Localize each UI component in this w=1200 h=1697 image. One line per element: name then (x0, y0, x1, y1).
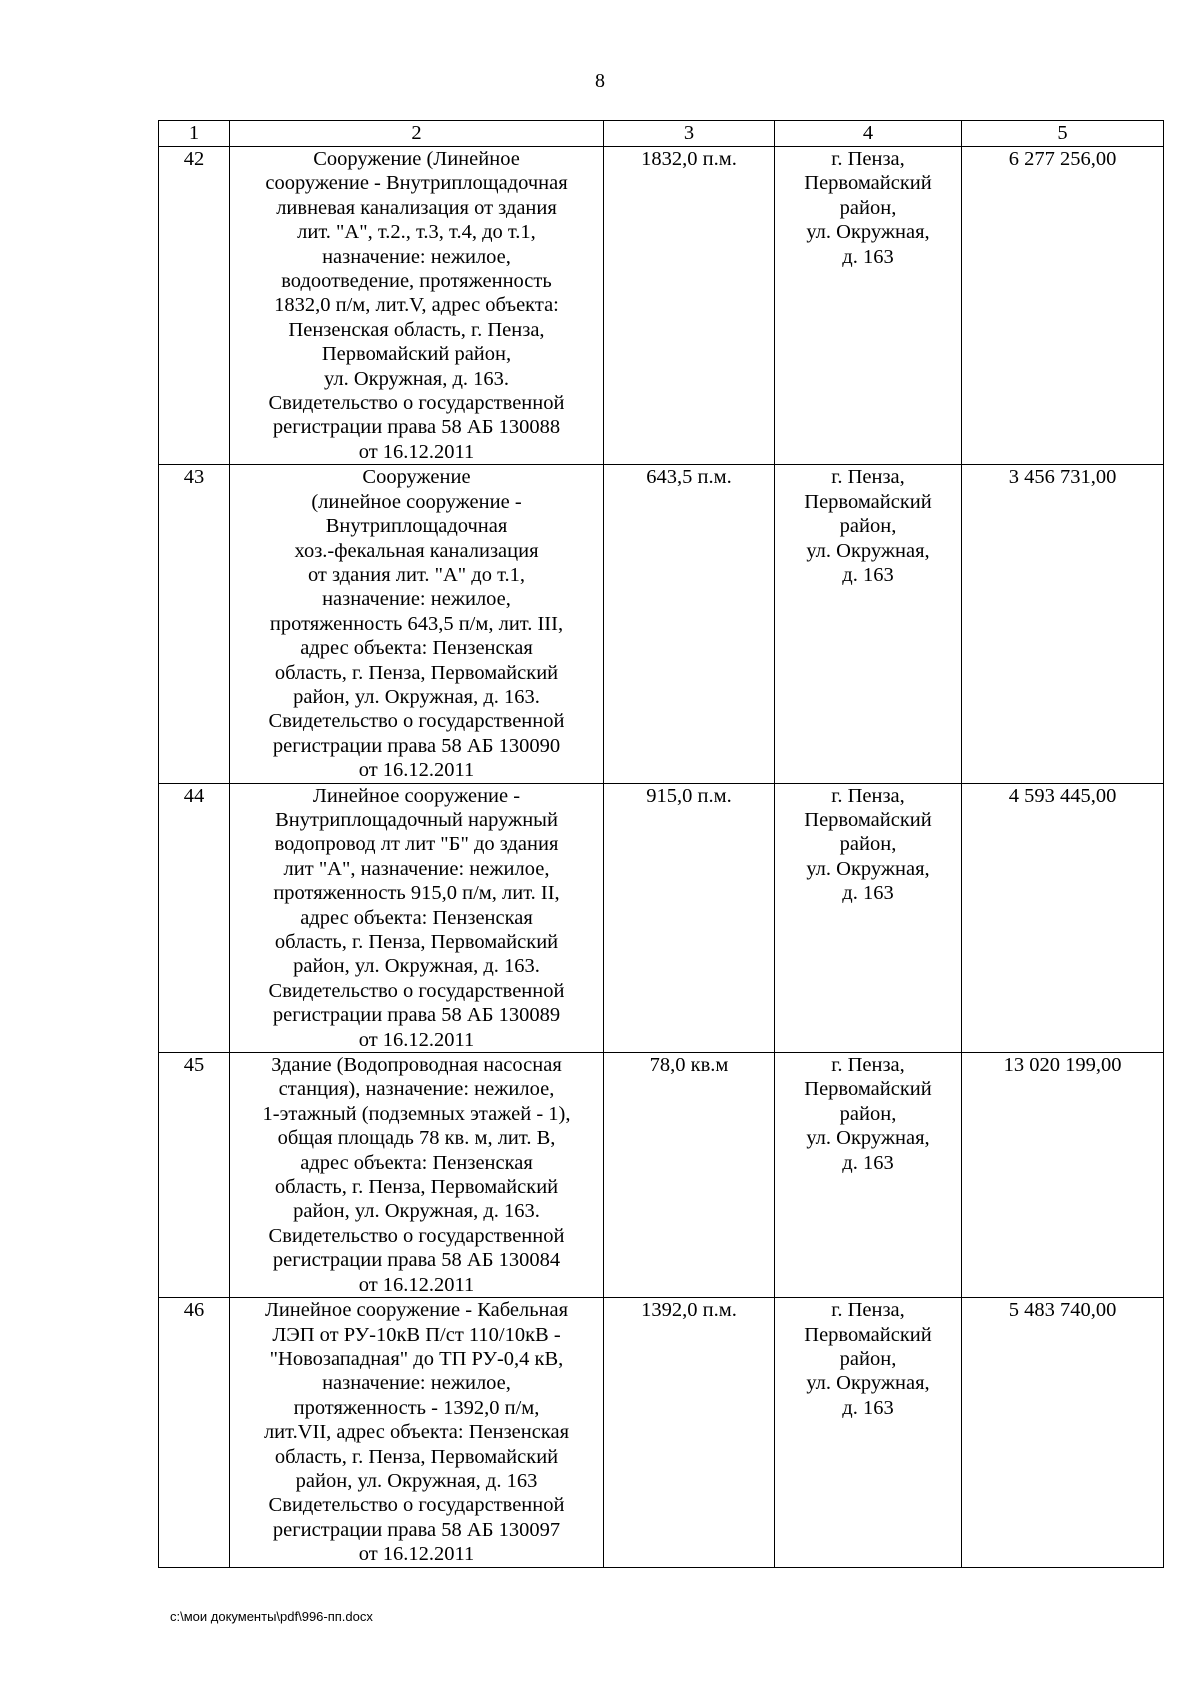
row-number: 45 (159, 1053, 230, 1298)
description-line: от здания лит. "А" до т.1, (307, 563, 526, 586)
description-line: от 16.12.2011 (358, 759, 475, 782)
description-line: лит.VII, адрес объекта: Пензенская (263, 1421, 570, 1444)
description-line: область, г. Пенза, Первомайский (274, 1445, 559, 1468)
header-col-5: 5 (962, 121, 1164, 147)
object-address (775, 465, 962, 783)
page-number: 8 (595, 70, 605, 92)
description-line: Свидетельство о государственной (268, 1494, 565, 1517)
description-line: лит "А", назначение: нежилое, (283, 857, 550, 880)
address-line: Первомайский (804, 1078, 932, 1101)
description-line: область, г. Пенза, Первомайский (274, 1176, 559, 1199)
table-row (159, 465, 1164, 783)
description-line: сооружение - Внутриплощадочная (265, 172, 568, 195)
description-line: ул. Окружная, д. 163. (323, 367, 510, 390)
address-line: д. 163 (842, 245, 894, 268)
description-line: от 16.12.2011 (358, 1028, 475, 1051)
row-number: 46 (159, 1298, 230, 1567)
table-row (159, 1298, 1164, 1567)
description-line: район, ул. Окружная, д. 163 (295, 1469, 538, 1492)
description-line: хоз.-фекальная канализация (294, 539, 539, 562)
description-line: регистрации права 58 АБ 130088 (272, 416, 561, 439)
description-line: Пензенская область, г. Пенза, (288, 318, 545, 341)
description-line: водопровод лт лит "Б" до здания (274, 833, 559, 856)
description-line: протяженность 915,0 п/м, лит. II, (273, 882, 560, 905)
description-line: протяженность 643,5 п/м, лит. III, (269, 612, 564, 635)
object-value: 3 456 731,00 (962, 465, 1164, 783)
object-size: 1832,0 п.м. (604, 147, 775, 465)
description-line: область, г. Пенза, Первомайский (274, 661, 559, 684)
description-line: Свидетельство о государственной (268, 1224, 565, 1247)
description-line: регистрации права 58 АБ 130084 (272, 1249, 561, 1272)
object-value: 4 593 445,00 (962, 783, 1164, 1052)
address-line: район, (839, 515, 897, 538)
object-description (230, 783, 604, 1052)
object-address (775, 1053, 962, 1298)
description-line: адрес объекта: Пензенская (300, 906, 533, 929)
header-col-3: 3 (604, 121, 775, 147)
description-line: водоотведение, протяженность (281, 270, 552, 293)
table-body (159, 147, 1164, 1568)
description-line: Свидетельство о государственной (268, 392, 565, 415)
description-line: Сооружение (362, 466, 471, 489)
description-line: Внутриплощадочная (325, 515, 508, 538)
object-size: 643,5 п.м. (604, 465, 775, 783)
object-address (775, 783, 962, 1052)
description-line: район, ул. Окружная, д. 163. (293, 955, 540, 978)
property-table (158, 120, 1164, 1568)
description-line: 1-этажный (подземных этажей - 1), (262, 1102, 571, 1125)
address-line: Первомайский (804, 808, 932, 831)
table-row (159, 1053, 1164, 1298)
description-line: Сооружение (Линейное (313, 148, 520, 170)
description-line: Свидетельство о государственной (268, 979, 565, 1002)
description-line: протяженность - 1392,0 п/м, (293, 1396, 540, 1419)
description-line: ЛЭП от РУ-10кВ П/ст 110/10кВ - (272, 1323, 561, 1346)
table-row (159, 147, 1164, 465)
description-line: от 16.12.2011 (358, 1273, 475, 1296)
address-line: Первомайский (804, 172, 932, 195)
description-line: регистрации права 58 АБ 130097 (272, 1518, 561, 1541)
object-size: 1392,0 п.м. (604, 1298, 775, 1567)
description-line: область, г. Пенза, Первомайский (274, 931, 559, 953)
object-description (230, 465, 604, 783)
address-line: д. 163 (842, 882, 894, 905)
description-line: Здание (Водопроводная насосная (271, 1054, 562, 1077)
header-col-1: 1 (159, 121, 230, 147)
description-line: от 16.12.2011 (358, 440, 475, 463)
address-line: д. 163 (842, 563, 894, 586)
address-line: г. Пенза, (831, 1299, 905, 1322)
address-line: г. Пенза, (831, 784, 905, 807)
header-col-4: 4 (775, 121, 962, 147)
file-path-footer: c:\мои документы\pdf\996-пп.docx (170, 1609, 373, 1624)
address-line: г. Пенза, (831, 1054, 905, 1077)
description-line: назначение: нежилое, (322, 1372, 511, 1395)
description-line: "Новозападная" до ТП РУ-0,4 кВ, (269, 1347, 564, 1370)
address-line: д. 163 (842, 1151, 894, 1174)
description-line: район, ул. Окружная, д. 163. (293, 1200, 540, 1223)
description-line: станция), назначение: нежилое, (278, 1078, 555, 1101)
description-line: район, ул. Окружная, д. 163. (293, 685, 540, 708)
description-line: Линейное сооружение - (312, 784, 521, 807)
description-line: назначение: нежилое, (322, 245, 511, 268)
row-number: 44 (159, 783, 230, 1052)
description-line: адрес объекта: Пензенская (300, 1151, 533, 1174)
address-line: район, (839, 196, 897, 219)
description-line: ливневая канализация от здания (276, 196, 557, 219)
table-row (159, 783, 1164, 1052)
address-line: Первомайский (804, 1323, 932, 1346)
object-description (230, 147, 604, 465)
description-line: общая площадь 78 кв. м, лит. В, (277, 1127, 556, 1150)
description-line: лит. "А", т.2., т.3, т.4, до т.1, (297, 221, 536, 244)
row-number: 42 (159, 147, 230, 465)
object-description (230, 1053, 604, 1298)
object-description (230, 1298, 604, 1567)
description-line: Первомайский район, (321, 343, 512, 366)
row-number: 43 (159, 465, 230, 783)
address-line: г. Пенза, (831, 148, 905, 170)
object-value: 13 020 199,00 (962, 1053, 1164, 1298)
description-line: Свидетельство о государственной (268, 710, 565, 733)
address-line: район, (839, 1102, 897, 1125)
description-line: назначение: нежилое, (322, 588, 511, 611)
address-line: ул. Окружная, (806, 857, 930, 880)
header-col-2: 2 (230, 121, 604, 147)
description-line: Внутриплощадочный наружный (275, 808, 558, 831)
header-row (159, 121, 1164, 147)
description-line: от 16.12.2011 (358, 1543, 475, 1566)
address-line: район, (839, 833, 897, 856)
description-line: регистрации права 58 АБ 130090 (272, 734, 561, 757)
description-line: (линейное сооружение - (311, 490, 522, 513)
address-line: ул. Окружная, (806, 1372, 930, 1395)
object-address (775, 1298, 962, 1567)
object-size: 915,0 п.м. (604, 783, 775, 1052)
object-value: 6 277 256,00 (962, 147, 1164, 465)
address-line: ул. Окружная, (806, 1127, 930, 1150)
address-line: г. Пенза, (831, 466, 905, 489)
description-line: Линейное сооружение - Кабельная (264, 1299, 569, 1322)
object-size: 78,0 кв.м (604, 1053, 775, 1298)
address-line: ул. Окружная, (806, 539, 930, 562)
address-line: район, (839, 1347, 897, 1370)
table-header (159, 121, 1164, 147)
description-line: адрес объекта: Пензенская (300, 637, 533, 660)
object-value: 5 483 740,00 (962, 1298, 1164, 1567)
description-line: 1832,0 п/м, лит.V, адрес объекта: (274, 294, 559, 317)
address-line: Первомайский (804, 490, 932, 513)
object-address (775, 147, 962, 465)
address-line: ул. Окружная, (806, 221, 930, 244)
address-line: д. 163 (842, 1396, 894, 1419)
description-line: регистрации права 58 АБ 130089 (272, 1004, 561, 1027)
